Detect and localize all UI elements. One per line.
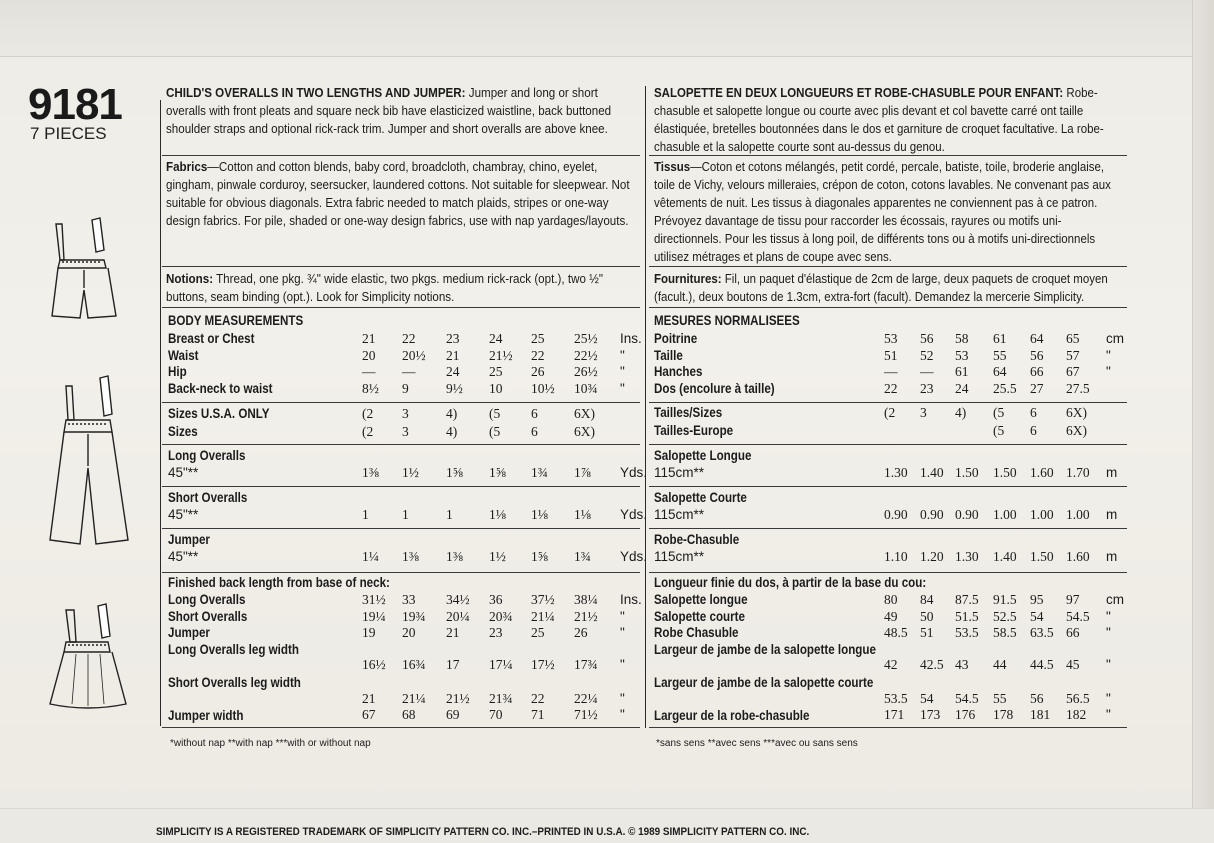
- fr-finished-value: 52.5: [993, 609, 1017, 624]
- fr-finished-value: 87.5: [955, 592, 979, 607]
- fr-yardage-value: 1.30: [884, 465, 908, 480]
- fr-finished-label: Robe Chasuble: [654, 625, 739, 640]
- en-description: [166, 84, 639, 138]
- fr-yardage-label: Salopette Courte: [654, 490, 747, 505]
- en-size-usa-value: 3: [402, 406, 409, 421]
- en-finished-value: 25: [531, 625, 545, 640]
- divider: [162, 155, 640, 156]
- en-row-value: 23: [446, 331, 460, 346]
- divider: [162, 402, 640, 403]
- en-finished-label: Jumper: [168, 625, 210, 640]
- fr-yardage-value: 0.90: [884, 507, 908, 522]
- fr-short-leg-value: 53.5: [884, 691, 908, 706]
- fr-size-value: (5: [993, 405, 1005, 420]
- en-short-leg-unit: ": [620, 691, 625, 706]
- fr-title: SALOPETTE EN DEUX LONGUEURS ET ROBE-CHASUBLE POUR ENFANT:: [654, 85, 1064, 100]
- fr-yardage-width: 115cm**: [654, 465, 705, 480]
- fr-finished-value: 80: [884, 592, 898, 607]
- fr-row-value: —: [920, 364, 934, 379]
- fr-yardage-value: 1.50: [955, 465, 979, 480]
- fr-long-leg-value: 45: [1066, 657, 1080, 672]
- en-size-value: 3: [402, 424, 409, 439]
- en-finished-value: 36: [489, 592, 503, 607]
- right-fold: [1192, 0, 1214, 842]
- pieces-count: 7 PIECES: [30, 124, 107, 143]
- fr-finished-value: 95: [1030, 592, 1044, 607]
- en-yardage-value: 1⅜: [402, 549, 419, 564]
- en-yardage-value: 1: [362, 507, 369, 522]
- en-yardage-value: 1¾: [574, 549, 591, 564]
- en-finished-value: 21: [446, 625, 460, 640]
- en-row-label: Waist: [168, 348, 199, 363]
- en-width-unit: ": [620, 707, 625, 722]
- en-yardage-value: 1¾: [531, 465, 548, 480]
- fr-finished-unit: ": [1106, 625, 1111, 640]
- fr-notions: [654, 270, 1124, 306]
- fr-yardage-value: 1.50: [1030, 549, 1054, 564]
- en-width-value: 68: [402, 707, 416, 722]
- fr-finished-value: 91.5: [993, 592, 1017, 607]
- fr-finished-value: 51.5: [955, 609, 979, 624]
- divider: [162, 266, 640, 267]
- en-size-value: (5: [489, 424, 501, 439]
- en-row-value: 26: [531, 364, 545, 379]
- fr-row-value: 51: [884, 348, 898, 363]
- en-short-leg-value: 22: [531, 691, 545, 706]
- en-row-unit: Ins.: [620, 331, 642, 346]
- en-row-value: 22½: [574, 348, 598, 363]
- en-width-value: 70: [489, 707, 503, 722]
- en-row-unit: ": [620, 348, 625, 363]
- fr-width-value: 181: [1030, 707, 1051, 722]
- en-yardage-value: 1⅝: [531, 549, 548, 564]
- fr-yardage-value: 1.60: [1030, 465, 1054, 480]
- divider: [649, 266, 1127, 267]
- en-yardage-unit: Yds.: [620, 465, 648, 480]
- en-row-value: 8½: [362, 381, 379, 396]
- en-finished-label: Short Overalls: [168, 609, 248, 624]
- fr-yardage-width: 115cm**: [654, 549, 705, 564]
- fr-row-value: 27.5: [1066, 381, 1090, 396]
- en-short-leg-value: 21¼: [402, 691, 426, 706]
- fr-row-unit: cm: [1106, 331, 1124, 346]
- fr-size-value: 6: [1030, 405, 1037, 420]
- fr-europe-value: (5: [993, 423, 1005, 438]
- fr-yardage-value: 0.90: [920, 507, 944, 522]
- fr-yardage-value: 0.90: [955, 507, 979, 522]
- fr-row-value: 65: [1066, 331, 1080, 346]
- en-yardage-unit: Yds.: [620, 507, 648, 522]
- en-long-leg-value: 17¾: [574, 657, 598, 672]
- en-finished-value: 19: [362, 625, 376, 640]
- en-size-usa-value: (2: [362, 406, 374, 421]
- en-yardage-label: Long Overalls: [168, 448, 246, 463]
- en-finished-value: 38¼: [574, 592, 598, 607]
- fr-row-label: Hanches: [654, 364, 703, 379]
- en-finished-value: 19¾: [402, 609, 426, 624]
- en-yardage-width: 45"**: [168, 549, 199, 564]
- fr-long-leg-value: 44: [993, 657, 1007, 672]
- en-size-usa-value: (5: [489, 406, 501, 421]
- en-width-value: 69: [446, 707, 460, 722]
- fr-yardage-unit: m: [1106, 507, 1118, 522]
- en-row-value: 10: [489, 381, 503, 396]
- fr-finished-unit: cm: [1106, 592, 1124, 607]
- en-notions: [166, 270, 639, 306]
- fr-row-value: —: [884, 364, 898, 379]
- en-size-usa-value: 4): [446, 406, 458, 421]
- fr-yardage-value: 1.20: [920, 549, 944, 564]
- en-long-leg-value: 16¾: [402, 657, 426, 672]
- divider: [162, 486, 640, 487]
- fr-finished-value: 97: [1066, 592, 1080, 607]
- fr-yardage-value: 1.10: [884, 549, 908, 564]
- divider: [162, 444, 640, 445]
- fr-long-leg-value: 42.5: [920, 657, 944, 672]
- en-fabrics-text: —Cotton and cotton blends, baby cord, broadcloth, chambray, chino, eyelet, gingham, pinwale corduroy, seersucker, laundered cottons. Not suitable for sleepwear. Not suitable for obvious diagonals. Extra fabric needed to match plaids, stripes or one-way design fabrics. For pile, shaded or one-way design fabrics, use with nap yardages/layouts.: [166, 159, 630, 228]
- en-row-value: 22: [531, 348, 545, 363]
- fr-short-leg-value: 56.5: [1066, 691, 1090, 706]
- en-finished-value: 23: [489, 625, 503, 640]
- fr-row-value: 24: [955, 381, 969, 396]
- en-finished-value: 20¾: [489, 609, 513, 624]
- fr-yardage-value: 1.50: [993, 465, 1017, 480]
- en-row-value: —: [362, 364, 376, 379]
- fr-row-label: Taille: [654, 348, 683, 363]
- fr-size-value: 3: [920, 405, 927, 420]
- en-notions-text: Thread, one pkg. ¾" wide elastic, two pkgs. medium rick-rack (opt.), two ½" buttons, seam binding (opt.). Look for Simplicity notions.: [166, 271, 603, 304]
- en-yardage-value: 1⅞: [574, 465, 591, 480]
- jumper-drawing: [46, 600, 130, 712]
- top-fold: [0, 0, 1214, 57]
- fr-yardage-label: Salopette Longue: [654, 448, 752, 463]
- en-size-usa-value: 6: [531, 406, 538, 421]
- fr-finished-value: 53.5: [955, 625, 979, 640]
- fr-row-value: 57: [1066, 348, 1080, 363]
- fr-row-value: 52: [920, 348, 934, 363]
- en-yardage-value: 1½: [489, 549, 506, 564]
- fr-yardage-value: 1.40: [920, 465, 944, 480]
- fr-width-label: Largeur de la robe-chasuble: [654, 708, 810, 723]
- fr-finished-heading: Longueur finie du dos, à partir de la base du cou:: [654, 575, 927, 590]
- en-finished-value: 26: [574, 625, 588, 640]
- fr-yardage-value: 1.00: [993, 507, 1017, 522]
- en-yardage-label: Short Overalls: [168, 490, 248, 505]
- fr-row-value: 55: [993, 348, 1007, 363]
- en-yardage-value: 1½: [402, 465, 419, 480]
- en-yardage-value: 1⅛: [531, 507, 548, 522]
- en-row-value: 21: [362, 331, 376, 346]
- fr-fabrics-text: —Coton et cotons mélangés, petit cordé, percale, batiste, toile, broderie anglaise, toile de Vichy, velours milleraies, crépon de coton, cotons lavables. Ne convenant pas aux vêtements de nuit. Les tissus à diagonales apparentes ne conviennent pas à ce patron. Prévoyez davantage de tissu pour raccorder les écossais, rayures ou motifs uni-directionnels. Pour les tissus à long poil, de différents tons ou à motifs uni-directionnels utilisez métrages et plans de coupe avec sens.: [654, 159, 1111, 264]
- fr-short-leg-unit: ": [1106, 691, 1111, 706]
- fr-row-label: Dos (encolure à taille): [654, 381, 775, 396]
- en-short-leg-value: 22¼: [574, 691, 598, 706]
- fr-finished-value: 58.5: [993, 625, 1017, 640]
- fr-row-value: 56: [920, 331, 934, 346]
- fr-finished-value: 50: [920, 609, 934, 624]
- fr-row-value: 53: [884, 331, 898, 346]
- fr-finished-value: 48.5: [884, 625, 908, 640]
- fr-yardage-value: 1.60: [1066, 549, 1090, 564]
- fr-row-value: 25.5: [993, 381, 1017, 396]
- fr-yardage-unit: m: [1106, 549, 1118, 564]
- fr-size-value: 6X): [1066, 405, 1087, 420]
- fr-finished-value: 63.5: [1030, 625, 1054, 640]
- fr-europe-value: 6X): [1066, 423, 1087, 438]
- pattern-number: 9181: [28, 80, 122, 129]
- en-body-heading: BODY MEASUREMENTS: [168, 313, 304, 328]
- trademark-notice: SIMPLICITY IS A REGISTERED TRADEMARK OF SIMPLICITY PATTERN CO. INC.–PRINTED IN U.S.A. © 1989 SIMPLICITY PATTERN CO. INC.: [156, 826, 810, 838]
- fr-width-value: 182: [1066, 707, 1087, 722]
- fr-description: [654, 84, 1124, 156]
- en-size-value: 6: [531, 424, 538, 439]
- en-row-value: —: [402, 364, 416, 379]
- en-footnote: *without nap **with nap ***with or without nap: [170, 738, 371, 749]
- en-finished-label: Long Overalls: [168, 592, 246, 607]
- divider: [649, 307, 1127, 308]
- long-overalls-drawing: [44, 374, 136, 550]
- en-yardage-width: 45"**: [168, 465, 199, 480]
- en-finished-value: 33: [402, 592, 416, 607]
- en-sizes-usa-label: Sizes U.S.A. ONLY: [168, 406, 270, 421]
- en-short-leg-label: Short Overalls leg width: [168, 675, 301, 690]
- en-long-leg-value: 17: [446, 657, 460, 672]
- fr-short-leg-value: 55: [993, 691, 1007, 706]
- en-yardage-label: Jumper: [168, 532, 210, 547]
- en-long-leg-unit: ": [620, 657, 625, 672]
- en-finished-heading: Finished back length from base of neck:: [168, 575, 390, 590]
- en-finished-value: 20¼: [446, 609, 470, 624]
- en-row-value: 25½: [574, 331, 598, 346]
- fr-sizes-label: Tailles/Sizes: [654, 405, 723, 420]
- en-row-value: 9: [402, 381, 409, 396]
- en-row-value: 21: [446, 348, 460, 363]
- en-width-label: Jumper width: [168, 708, 244, 723]
- en-finished-value: 20: [402, 625, 416, 640]
- fr-description-text: Robe-chasuble et salopette longue ou courte avec plis devant et col bavette carré ont taille élastiquée, bretelles boutonnées dans le dos et garniture de croquet facultative. La robe-chasuble et la salopette courte sont au-dessus du genou.: [654, 85, 1104, 154]
- en-row-label: Back-neck to waist: [168, 381, 273, 396]
- divider: [649, 572, 1127, 573]
- fr-yardage-value: 1.00: [1066, 507, 1090, 522]
- en-row-value: 24: [446, 364, 460, 379]
- en-row-value: 22: [402, 331, 416, 346]
- fr-row-value: 58: [955, 331, 969, 346]
- fr-row-value: 64: [993, 364, 1007, 379]
- fr-row-value: 22: [884, 381, 898, 396]
- en-width-value: 71½: [574, 707, 598, 722]
- en-yardage-value: 1⅝: [446, 465, 463, 480]
- en-size-value: 4): [446, 424, 458, 439]
- en-long-leg-value: 17¼: [489, 657, 513, 672]
- en-yardage-width: 45"**: [168, 507, 199, 522]
- en-short-leg-value: 21½: [446, 691, 470, 706]
- fr-finished-value: 54: [1030, 609, 1044, 624]
- fr-notions-label: Fournitures:: [654, 271, 722, 286]
- fr-fabrics: [654, 158, 1124, 266]
- fr-europe-label: Tailles-Europe: [654, 423, 734, 438]
- en-row-value: 21½: [489, 348, 513, 363]
- fr-row-value: 23: [920, 381, 934, 396]
- fr-long-leg-value: 44.5: [1030, 657, 1054, 672]
- fr-width-value: 176: [955, 707, 976, 722]
- en-yardage-unit: Yds.: [620, 549, 648, 564]
- en-sizes-label: Sizes: [168, 424, 198, 439]
- fr-short-leg-label: Largeur de jambe de la salopette courte: [654, 675, 874, 690]
- fr-footnote: *sans sens **avec sens ***avec ou sans sens: [656, 738, 858, 749]
- en-fabrics-label: Fabrics: [166, 159, 208, 174]
- fr-size-value: (2: [884, 405, 896, 420]
- fr-row-unit: ": [1106, 364, 1111, 379]
- fr-finished-label: Salopette longue: [654, 592, 748, 607]
- divider: [649, 486, 1127, 487]
- divider: [649, 528, 1127, 529]
- fr-row-value: 64: [1030, 331, 1044, 346]
- divider: [162, 307, 640, 308]
- en-yardage-value: 1: [402, 507, 409, 522]
- fr-long-leg-unit: ": [1106, 657, 1111, 672]
- divider: [649, 402, 1127, 403]
- divider: [162, 727, 640, 728]
- fr-finished-value: 84: [920, 592, 934, 607]
- fr-long-leg-value: 42: [884, 657, 898, 672]
- fr-body-heading: MESURES NORMALISEES: [654, 313, 800, 328]
- en-yardage-value: 1¼: [362, 549, 379, 564]
- fr-long-leg-label: Largeur de jambe de la salopette longue: [654, 642, 876, 657]
- en-yardage-value: 1: [446, 507, 453, 522]
- en-row-value: 26½: [574, 364, 598, 379]
- fr-notions-text: Fil, un paquet d'élastique de 2cm de large, deux paquets de croquet moyen (facult.), deux boutons de 1.3cm, extra-fort (facult). Demandez la mercerie Simplicity.: [654, 271, 1108, 304]
- fr-row-unit: ": [1106, 348, 1111, 363]
- fr-europe-value: 6: [1030, 423, 1037, 438]
- en-row-value: 24: [489, 331, 503, 346]
- fr-width-unit: ": [1106, 707, 1111, 722]
- en-size-usa-value: 6X): [574, 406, 595, 421]
- fr-row-value: 27: [1030, 381, 1044, 396]
- fr-finished-label: Salopette courte: [654, 609, 745, 624]
- fr-finished-value: 66: [1066, 625, 1080, 640]
- en-description-text: Jumper and long or short overalls with front pleats and square neck bib have elasticized waistline, back buttoned shoulder straps and optional rick-rack trim. Jumper and short overalls are above knee.: [166, 85, 612, 136]
- en-yardage-value: 1⅜: [446, 549, 463, 564]
- fr-yardage-unit: m: [1106, 465, 1118, 480]
- en-row-value: 25: [489, 364, 503, 379]
- fr-finished-value: 51: [920, 625, 934, 640]
- divider: [649, 727, 1127, 728]
- fr-row-value: 56: [1030, 348, 1044, 363]
- en-long-leg-value: 16½: [362, 657, 386, 672]
- en-row-value: 20: [362, 348, 376, 363]
- divider: [162, 528, 640, 529]
- en-size-value: (2: [362, 424, 374, 439]
- fr-row-value: 61: [993, 331, 1007, 346]
- fr-short-leg-value: 54: [920, 691, 934, 706]
- fr-row-value: 53: [955, 348, 969, 363]
- divider: [162, 572, 640, 573]
- fr-fabrics-label: Tissus: [654, 159, 691, 174]
- en-size-value: 6X): [574, 424, 595, 439]
- en-short-leg-value: 21¾: [489, 691, 513, 706]
- en-row-value: 10¾: [574, 381, 598, 396]
- fr-width-value: 173: [920, 707, 941, 722]
- fr-width-value: 171: [884, 707, 905, 722]
- fr-yardage-value: 1.00: [1030, 507, 1054, 522]
- en-notions-label: Notions:: [166, 271, 214, 286]
- fr-row-value: 66: [1030, 364, 1044, 379]
- en-yardage-value: 1⅝: [489, 465, 506, 480]
- fr-row-value: 67: [1066, 364, 1080, 379]
- en-long-leg-value: 17½: [531, 657, 555, 672]
- en-row-value: 9½: [446, 381, 463, 396]
- en-row-value: 10½: [531, 381, 555, 396]
- left-column-rule: [160, 100, 161, 726]
- fr-yardage-value: 1.70: [1066, 465, 1090, 480]
- divider: [649, 444, 1127, 445]
- en-finished-unit: ": [620, 609, 625, 624]
- en-row-value: 25: [531, 331, 545, 346]
- fr-row-value: 61: [955, 364, 969, 379]
- en-row-label: Breast or Chest: [168, 331, 255, 346]
- fr-yardage-value: 1.40: [993, 549, 1017, 564]
- fr-size-value: 4): [955, 405, 967, 420]
- en-width-value: 67: [362, 707, 376, 722]
- fr-finished-value: 49: [884, 609, 898, 624]
- fr-short-leg-value: 56: [1030, 691, 1044, 706]
- fr-width-value: 178: [993, 707, 1014, 722]
- fr-row-label: Poitrine: [654, 331, 698, 346]
- en-short-leg-value: 21: [362, 691, 376, 706]
- en-width-value: 71: [531, 707, 545, 722]
- short-overalls-drawing: [42, 212, 126, 324]
- en-title: CHILD'S OVERALLS IN TWO LENGTHS AND JUMPER:: [166, 85, 466, 100]
- en-yardage-value: 1⅜: [362, 465, 379, 480]
- en-row-value: 20½: [402, 348, 426, 363]
- en-finished-value: 37½: [531, 592, 555, 607]
- fr-finished-value: 54.5: [1066, 609, 1090, 624]
- en-finished-value: 19¼: [362, 609, 386, 624]
- center-column-rule: [645, 86, 646, 728]
- fr-short-leg-value: 54.5: [955, 691, 979, 706]
- divider: [649, 155, 1127, 156]
- en-long-leg-label: Long Overalls leg width: [168, 642, 299, 657]
- fr-yardage-width: 115cm**: [654, 507, 705, 522]
- en-finished-value: 21¼: [531, 609, 555, 624]
- en-fabrics: [166, 158, 639, 230]
- fr-long-leg-value: 43: [955, 657, 969, 672]
- fr-finished-unit: ": [1106, 609, 1111, 624]
- en-finished-unit: ": [620, 625, 625, 640]
- fr-yardage-value: 1.30: [955, 549, 979, 564]
- en-finished-unit: Ins.: [620, 592, 642, 607]
- en-finished-value: 34½: [446, 592, 470, 607]
- en-finished-value: 21½: [574, 609, 598, 624]
- en-yardage-value: 1⅛: [574, 507, 591, 522]
- en-finished-value: 31½: [362, 592, 386, 607]
- en-row-unit: ": [620, 364, 625, 379]
- en-row-label: Hip: [168, 364, 187, 379]
- fr-yardage-label: Robe-Chasuble: [654, 532, 740, 547]
- en-row-unit: ": [620, 381, 625, 396]
- en-yardage-value: 1⅛: [489, 507, 506, 522]
